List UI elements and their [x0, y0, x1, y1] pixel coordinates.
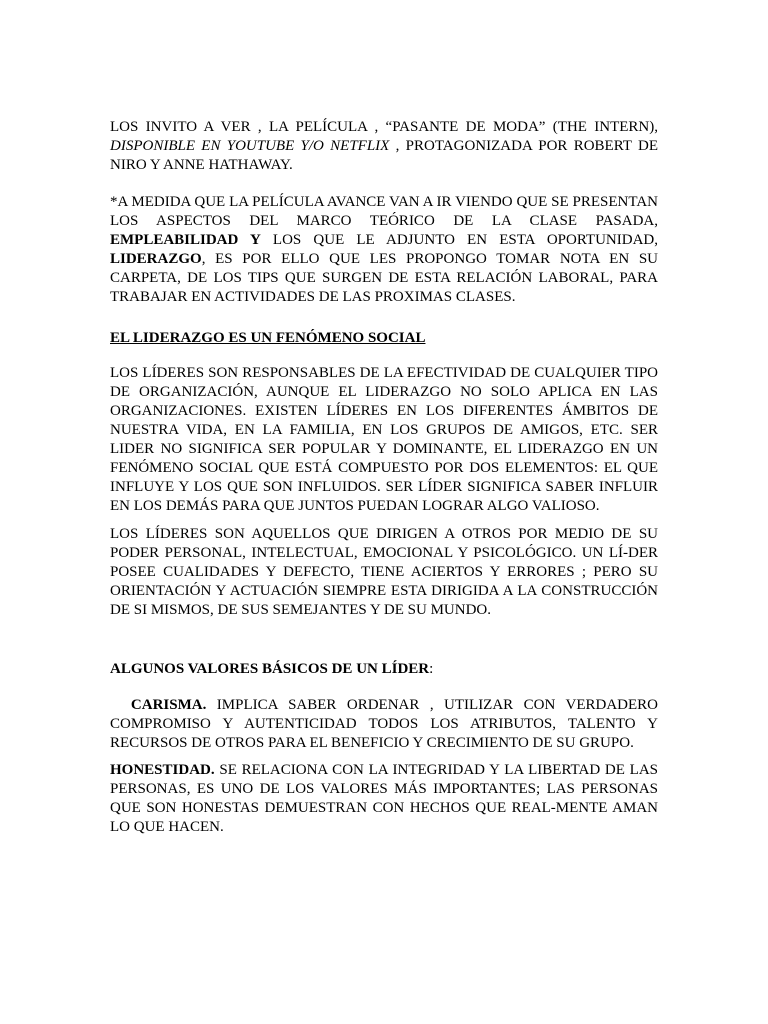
value-text-honestidad: SE RELACIONA CON LA INTEGRIDAD Y LA LIBERTAD DE LAS PERSONAS, ES UNO DE LOS VALORES MÁS IMPORTANTES; LAS PERSONAS QUE SON HONESTAS DEMUESTRAN CON HECHOS QUE REAL-MENTE AMAN LO QUE HACEN.	[110, 762, 658, 835]
section1-paragraph-2: LOS LÍDERES SON AQUELLOS QUE DIRIGEN A OTROS POR MEDIO DE SU PODER PERSONAL, INTELECTUAL, EMOCIONAL Y PSICOLÓGICO. UN LÍ-DER POSEE CUALIDADES Y DEFECTO, TIENE ACIERTOS Y ERRORES ; PERO SU ORIENTACIÓN Y ACTUACIÓN SIEMPRE ESTA DIRIGIDA A LA CONSTRUCCIÓN DE SI MISMOS, DE SUS SEMEJANTES Y DE SU MUNDO.	[110, 526, 658, 618]
value-item-honestidad	[110, 761, 658, 837]
value-text-carisma: IMPLICA SABER ORDENAR , UTILIZAR CON VERDADERO COMPROMISO Y AUTENTICIDAD TODOS LOS ATRIBUTOS, TALENTO Y RECURSOS DE OTROS PARA EL BENEFICIO Y CRECIMIENTO DE SU GRUPO.	[110, 697, 658, 751]
intro-text-start: LOS INVITO A VER , LA PELÍCULA , “PASANTE DE MODA” (THE INTERN),	[110, 119, 658, 135]
note-text-1: *A MEDIDA QUE LA PELÍCULA AVANCE VAN A IR VIENDO QUE SE PRESENTAN LOS ASPECTOS DEL MARCO TEÓRICO DE LA CLASE PASADA,	[110, 194, 658, 229]
section1-paragraph-1: LOS LÍDERES SON RESPONSABLES DE LA EFECTIVIDAD DE CUALQUIER TIPO DE ORGANIZACIÓN, AUNQUE EL LIDERAZGO NO SOLO APLICA EN LAS ORGANIZACIONES. EXISTEN LÍDERES EN LOS DIFERENTES ÁMBITOS DE NUESTRA VIDA, EN LA FAMILIA, EN LOS GRUPOS DE AMIGOS, ETC. SER LIDER NO SIGNIFICA SER POPULAR Y DOMINANTE, EL LIDERAZGO EN UN FENÓMENO SOCIAL QUE ESTÁ COMPUESTO POR DOS ELEMENTOS: EL QUE INFLUYE Y LOS QUE SON INFLUIDOS. SER LÍDER SIGNIFICA SABER INFLUIR EN LOS DEMÁS PARA QUE JUNTOS PUEDAN LOGRAR ALGO VALIOSO.	[110, 365, 658, 514]
intro-italic-text: DISPONIBLE EN YOUTUBE Y/O NETFLIX	[110, 138, 390, 154]
note-bold-liderazgo: LIDERAZGO	[110, 251, 202, 267]
value-item-carisma	[110, 696, 658, 753]
valores-heading-colon: :	[429, 661, 434, 677]
note-text-2: LOS QUE LE ADJUNTO EN ESTA OPORTUNIDAD,	[260, 232, 658, 248]
section-heading-liderazgo: EL LIDERAZGO ES UN FENÓMENO SOCIAL	[110, 330, 426, 346]
note-text-3: , ES POR ELLO QUE LES PROPONGO TOMAR NOTA EN SU CARPETA, DE LOS TIPS QUE SURGEN DE ESTA RELACIÓN LABORAL, PARA TRABAJAR EN ACTIVIDADES DE LAS PROXIMAS CLASES.	[110, 251, 658, 305]
note-paragraph	[110, 193, 658, 307]
intro-paragraph	[110, 118, 658, 175]
valores-heading-text: ALGUNOS VALORES BÁSICOS DE UN LÍDER	[110, 661, 430, 677]
note-bold-empleabilidad: EMPLEABILIDAD Y	[110, 232, 261, 248]
section-heading-valores	[110, 660, 658, 679]
document-body	[110, 118, 658, 845]
intro-text-end: , PROTAGONIZADA POR ROBERT DE NIRO Y ANNE HATHAWAY.	[110, 138, 658, 173]
value-term-honestidad: HONESTIDAD.	[110, 762, 215, 778]
value-term-carisma: CARISMA.	[110, 697, 207, 713]
